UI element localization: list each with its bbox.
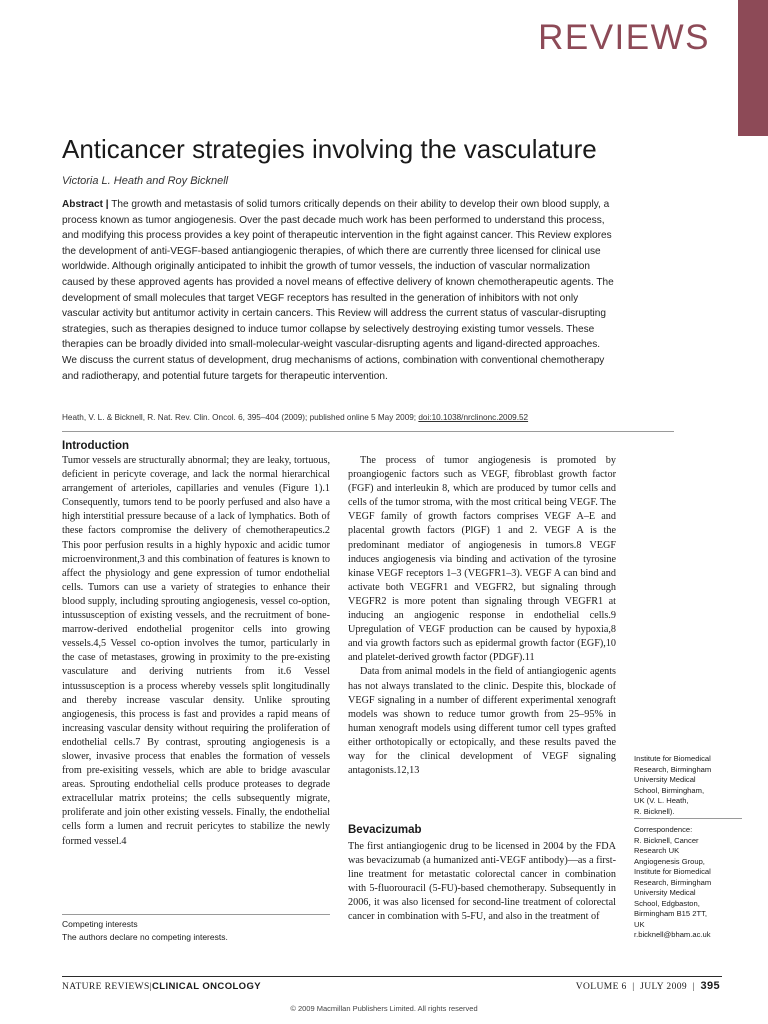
footer-journal: NATURE REVIEWS|CLINICAL ONCOLOGY [62,981,261,992]
affiliation-line: University Medical [634,775,696,784]
bevacizumab-heading: Bevacizumab [348,824,422,836]
article-authors: Victoria L. Heath and Roy Bicknell [62,175,229,187]
abstract [62,197,617,384]
correspondence-line: Angiogenesis Group, [634,856,705,866]
issue-date: JULY 2009 [640,982,688,992]
doi-link[interactable]: doi:10.1038/nrclinonc.2009.52 [418,413,529,422]
affiliation-line: School, Birmingham, [634,785,705,795]
journal-name: NATURE REVIEWS [62,982,150,992]
divider [62,431,674,432]
citation [62,413,672,422]
correspondence-line: UK [634,919,645,929]
article-title: Anticancer strategies involving the vasculature [62,134,597,164]
page-number: 395 [700,980,720,992]
correspondence-line: School, Edgbaston, [634,898,700,908]
correspondence-line: R. Bicknell, Cancer [634,835,699,845]
section-label: REVIEWS [538,18,710,57]
column-left [62,454,330,849]
divider [62,914,330,915]
footer-issue: VOLUME 6 | JULY 2009 | 395 [575,980,720,992]
correspondence-note [634,825,734,941]
abstract-text: The growth and metastasis of solid tumors critically depends on their ability to develop their own blood supply, a process known as tumor angiogenesis. Over the past decade much work has been performed to understand this process, and modifying this process provides a key point of therapeutic intervention in the fight against cancer. This Review explores the development of anti-VEGF-based antiangiogenic therapies, of which there are currently three licensed for clinical use worldwide. Although originally anticipated to inhibit the growth of tumor vessels, the induction of vascular normalization caused by these approved agents has provided a novel means of effective delivery of known chemotherapeutic agents. The development of small molecules that target VEGF receptors has resulted in the generation of inhibitors with not only vascular activity but antitumor activity in certain cancers. This Review will address the current status of vascular-disrupting strategies, such as therapies designed to induce tumor collapse by selectively destroying existing tumor vessels. These therapies can be broadly divided into small-molecular-weight vascular-disrupting agents and ligand-directed approaches. We discuss the current status of development, drug mechanisms of actions, combination with conventional chemotherapy and radiotherapy, and potential future targets for therapeutic intervention. [62,199,614,382]
introduction-heading: Introduction [62,440,130,452]
bevacizumab-text: The first antiangiogenic drug to be licensed in 2004 by the FDA was bevacizumab (a humanized anti-VEGF antibody)—as a first-line treatment for metastatic colorectal cancer in combination with 5-fluorouracil (5-FU)-based chemotherapy. Subsequently in 2006, it was also licensed for second-line treatment of colorectal cancer in combination with 5-FU, and also in the treatment of [348,841,616,923]
competing-interests-text: The authors declare no competing interests. [62,932,228,942]
correspondence-line: Birmingham B15 2TT, [634,909,708,918]
intro-paragraph: The process of tumor angiogenesis is promoted by proangiogenic factors such as VEGF, fibroblast growth factor (FGF) and interleukin 8, which are produced by tumor cells and cells of the tumor stroma, with the most critical being VEGF. The VEGF family of growth factors comprises VEGF A–E and placental growth factors (PlGF) 1 and 2. VEGF A is the predominant mediator of angiogenesis in tumors.8 VEGF induces angiogenesis via binding and activation of the tyrosine kinase VEGF receptors 1–3 (VEGFR1–3). VEGF A can bind and activate both VEGFR1 and VEGFR2, but signaling through VEGFR2 is more potent than signaling through VEGFR1 at inducing an angiogenic response in endothelial cells.9 Upregulation of VEGF production can be caused by hypoxia,8 and via growth factors such as epidermal growth factor (EGF),10 and platelet-derived growth factor (PDGF).11 [348,455,616,664]
column-right [348,454,616,778]
correspondence-line: University Medical [634,888,696,897]
volume: VOLUME 6 [575,982,627,992]
correspondence-line: Correspondence: [634,825,693,834]
affiliation-line: UK (V. L. Heath, [634,796,689,805]
intro-paragraph: Data from animal models in the field of antiangiogenic agents has not always translated to the clinic. Despite this, blockade of VEGF signaling in a number of different experimental xenograft models was shown to reduce tumor growth from 25–95% in human xenograft models using different tumor cell types grafted either orthotopically or ectopically, and these results paved the way for the clinical development of VEGF signaling antagonists.12,13 [348,666,616,777]
correspondence-line: Research UK [634,846,680,855]
affiliation-line: Research, Birmingham [634,764,712,774]
affiliation-line: R. Bicknell). [634,806,675,816]
section-color-tab [738,0,768,136]
subjournal-name: CLINICAL ONCOLOGY [151,981,261,992]
copyright: © 2009 Macmillan Publishers Limited. All rights reserved [290,1004,478,1013]
divider [634,818,742,819]
affiliation-line: Institute for Biomedical [634,754,711,763]
intro-paragraph: Tumor vessels are structurally abnormal; they are leaky, tortuous, deficient in pericyte coverage, and lack the normal hierarchical arrangement of arterioles, capillaries and venules (Figure 1).1 Consequently, tumors tend to be poorly perfused and also have a high interstitial pressure because of a lack of lymphatics. Both of these factors compromise the delivery of chemotherapeutics.2 This poor perfusion results in a highly hypoxic and acidic tumor microenvironment,3 and this combination of features is known to affect the physiology and gene expression of tumor endothelial cells. Tumors can use a variety of strategies to enhance their blood supply, including sprouting angiogenesis, vessel co-option, intussusception of existing vessels, and the recruitment of bone-marrow-derived endothelial progenitor cells into growing vessels.4,5 Vessel co-option involves the tumor, particularly in the case of metastases, growing in proximity to the pre-existing vasculature and deriving nutrients from it.6 Vessel intussusception is a process whereby vessels split longitudinally and thereby increase vascular density. Unlike sprouting angiogenesis, this process is fast and provides a rapid means of increasing vascular density without requiring the proliferation of endothelial cells.7 By contrast, sprouting angiogenesis is a slower, invasive process that enables the formation of vessels from pre-exisiting vessels, which are able to bridge avascular areas. Sprouting endothelial cells produce proteases to degrade extracellular matrix proteins; the cells subsequently migrate, proliferate and join other existing vessels. Finally, the endothelial cells form a lumen and recruit pericytes to stabilize the newly formed vessel.4 [62,455,330,847]
citation-text: Heath, V. L. & Bicknell, R. Nat. Rev. Clin. Oncol. 6, 395–404 (2009); published online 5 May 2009; [62,413,417,422]
correspondence-line: Institute for Biomedical [634,867,711,876]
footer-divider [62,976,722,977]
affiliation-note [634,754,734,817]
abstract-label: Abstract | [62,199,109,210]
competing-interests-heading: Competing interests [62,919,138,929]
bevacizumab-paragraph [348,840,616,925]
correspondence-email[interactable]: r.bicknell@bham.ac.uk [634,930,711,939]
correspondence-line: Research, Birmingham [634,877,712,887]
